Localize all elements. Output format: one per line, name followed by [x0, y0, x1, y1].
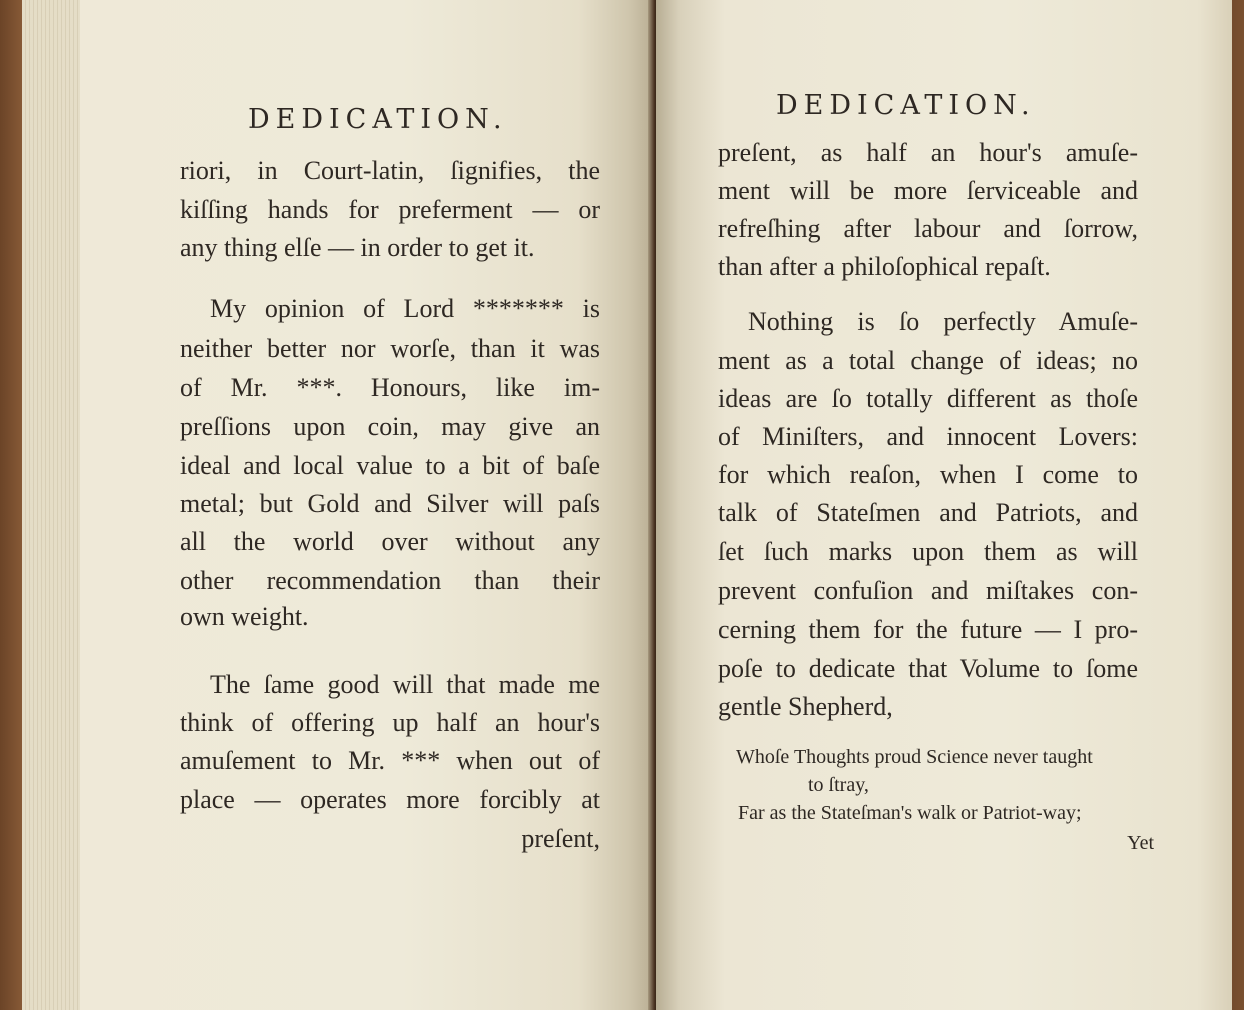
verse-line-1: Whoſe Thoughts proud Science never taught [736, 746, 1093, 768]
left-line-16: place — operates more forcibly at [180, 785, 600, 814]
left-line-15: amuſement to Mr. *** when out of [180, 746, 600, 775]
left-line-8: ideal and local value to a bit of baſe [180, 451, 600, 480]
right-line-8: of Miniſters, and innocent Lovers: [718, 422, 1138, 451]
right-line-12: prevent confuſion and miſtakes con- [718, 576, 1138, 605]
left-page [22, 0, 654, 1010]
right-line-6: ment as a total change of ideas; no [718, 346, 1138, 375]
right-line-13: cerning them for the future — I pro- [718, 615, 1138, 644]
left-line-6: of Mr. ***. Honours, like im- [180, 373, 600, 402]
right-line-5: Nothing is ſo perfectly Amuſe- [748, 307, 1138, 336]
verse-line-3: Far as the Stateſman's walk or Patriot-way; [738, 802, 1082, 824]
left-line-11: other recommendation than their [180, 566, 600, 595]
left-line-1: riori, in Court-latin, ſignifies, the [180, 156, 600, 185]
right-line-9: for which reaſon, when I come to [718, 460, 1138, 489]
left-catch-line: preſent, [521, 824, 600, 853]
catchword: Yet [1127, 832, 1154, 854]
right-line-3: refreſhing after labour and ſorrow, [718, 214, 1138, 243]
right-line-10: talk of Stateſmen and Patriots, and [718, 498, 1138, 527]
left-line-13: The ſame good will that made me [210, 670, 600, 699]
left-line-7: preſſions upon coin, may give an [180, 412, 600, 441]
left-line-4: My opinion of Lord ******* is [210, 294, 600, 323]
left-line-5: neither better nor worſe, than it was [180, 334, 600, 363]
right-line-14: poſe to dedicate that Volume to ſome [718, 654, 1138, 683]
left-line-10: all the world over without any [180, 527, 600, 556]
verse-line-2: to ſtray, [808, 774, 869, 796]
left-line-3: any thing elſe — in order to get it. [180, 233, 535, 262]
right-line-4: than after a philoſophical repaſt. [718, 252, 1051, 281]
right-line-7: ideas are ſo totally different as thoſe [718, 384, 1138, 413]
left-page-heading: DEDICATION. [248, 104, 508, 135]
right-page [656, 0, 1232, 1010]
right-line-11: ſet ſuch marks upon them as will [718, 537, 1138, 566]
left-line-2: kiſſing hands for preferment — or [180, 195, 600, 224]
left-line-9: metal; but Gold and Silver will paſs [180, 489, 600, 518]
left-line-12: own weight. [180, 602, 309, 631]
right-line-1: preſent, as half an hour's amuſe- [718, 138, 1138, 167]
right-line-2: ment will be more ſerviceable and [718, 176, 1138, 205]
right-page-heading: DEDICATION. [776, 90, 1036, 121]
right-line-15: gentle Shepherd, [718, 692, 893, 721]
left-line-14: think of offering up half an hour's [180, 708, 600, 737]
